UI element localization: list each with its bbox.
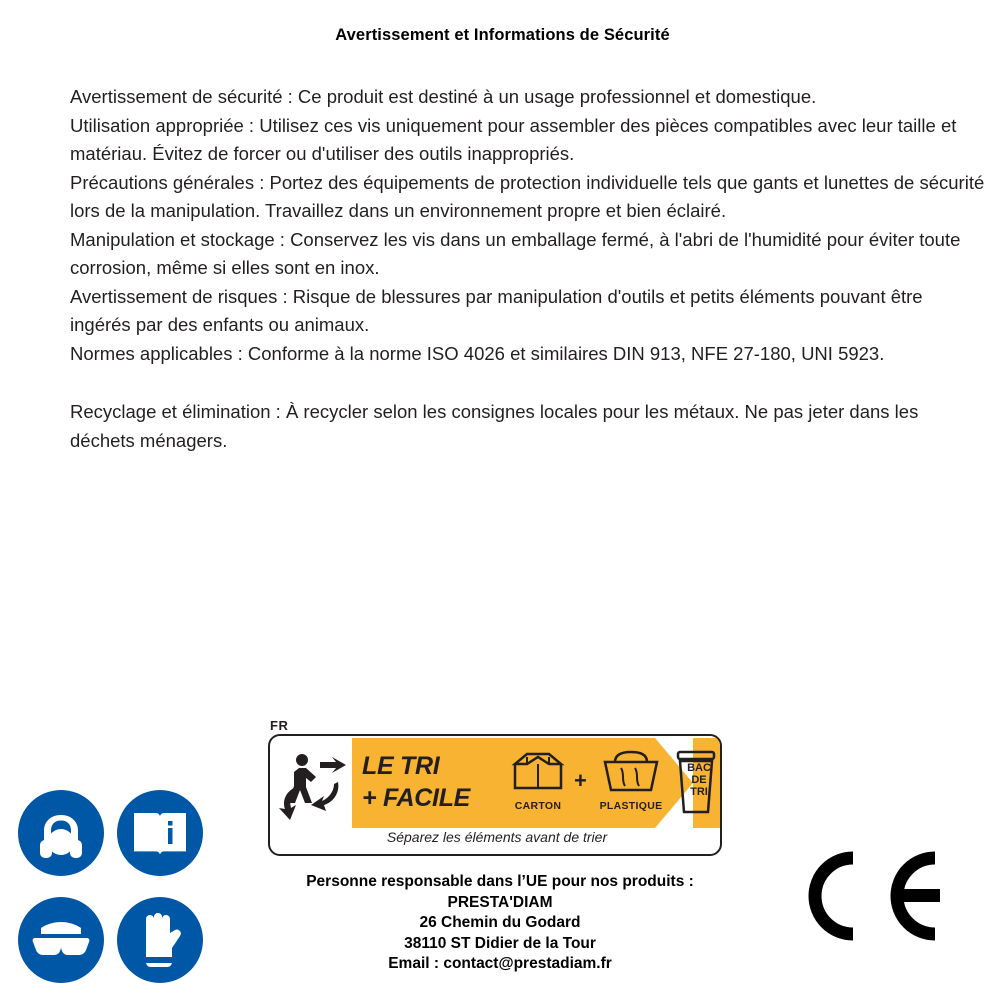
recycling-text-block: [70, 398, 985, 455]
responsible-address-line1: 26 Chemin du Godard: [419, 914, 581, 931]
triman-slogan: [362, 750, 492, 814]
paragraph-safety-warning: Avertissement de sécurité : Ce produit est destiné à un usage professionnel et domestique.: [70, 86, 817, 107]
responsible-heading-bold: UE: [525, 873, 548, 890]
triman-recycling-label: [268, 718, 724, 858]
ear-protection-icon: [18, 790, 104, 876]
triman-slogan-line1: LE TRI: [362, 752, 440, 780]
plus-icon: +: [574, 768, 587, 793]
triman-footer-text: Séparez les éléments avant de trier: [386, 829, 608, 845]
safety-text-block: [70, 83, 985, 368]
bin-label-line1: BAC: [687, 762, 711, 774]
bin-label-line2: DE: [691, 774, 707, 786]
ce-mark-icon: [795, 848, 945, 944]
responsible-person-block: [190, 872, 810, 975]
responsible-heading-suffix: pour nos produits :: [547, 873, 694, 890]
carton-item: [502, 748, 574, 812]
plastic-bag-icon: [595, 748, 667, 794]
paragraph-risk-warning: Avertissement de risques : Risque de blessures par manipulation d'outils et petits éléments pouvant être ingérés par des enfants ou animaux.: [70, 285, 923, 335]
responsible-company: PRESTA'DIAM: [447, 893, 553, 911]
responsible-heading: [190, 872, 810, 893]
triman-logo-area: [272, 738, 352, 828]
triman-slogan-line2: + FACILE: [362, 784, 471, 812]
responsible-heading-prefix: Personne responsable dans l’: [306, 873, 526, 890]
paragraph-recycling: Recyclage et élimination : À recycler selon les consignes locales pour les métaux. Ne pas jeter dans les déchets ménagers.: [70, 401, 919, 451]
page-title: Avertissement et Informations de Sécurité: [335, 26, 670, 44]
triman-box: [268, 734, 722, 856]
responsible-address-line2: 38110 ST Didier de la Tour: [404, 934, 596, 952]
paragraph-general-precautions: Précautions générales : Portez des équipements de protection individuelle tels que gants et lunettes de sécurité lors de la manipulation. Travaillez dans un environnement propre et bien éclairé.: [70, 171, 985, 221]
bin-label-line3: TRI: [690, 786, 708, 798]
paragraph-handling-storage: Manipulation et stockage : Conservez les vis dans un emballage fermé, à l'abri de l'humidité pour éviter toute corrosion, même si elles sont en inox.: [70, 228, 961, 278]
carton-label: CARTON: [514, 800, 562, 812]
triman-country-code: FR: [270, 718, 289, 733]
read-manual-icon: [117, 790, 203, 876]
paragraph-proper-use: Utilisation appropriée : Utilisez ces vis uniquement pour assembler des pièces compatibles avec leur taille et matériau. Évitez de forcer ou d'utiliser des outils inappropriés.: [70, 114, 957, 164]
eye-protection-icon: [18, 897, 104, 983]
triman-man-icon: [272, 738, 352, 828]
carton-box-icon: [503, 748, 573, 794]
responsible-email: Email : contact@prestadiam.fr: [388, 955, 612, 972]
plastique-label: PLASTIQUE: [599, 800, 663, 812]
paragraph-applicable-standards: Normes applicables : Conforme à la norme ISO 4026 et similaires DIN 913, NFE 27-180, UNI 5923.: [70, 342, 885, 364]
plastique-item: [592, 748, 670, 812]
bin-label: [679, 762, 719, 798]
